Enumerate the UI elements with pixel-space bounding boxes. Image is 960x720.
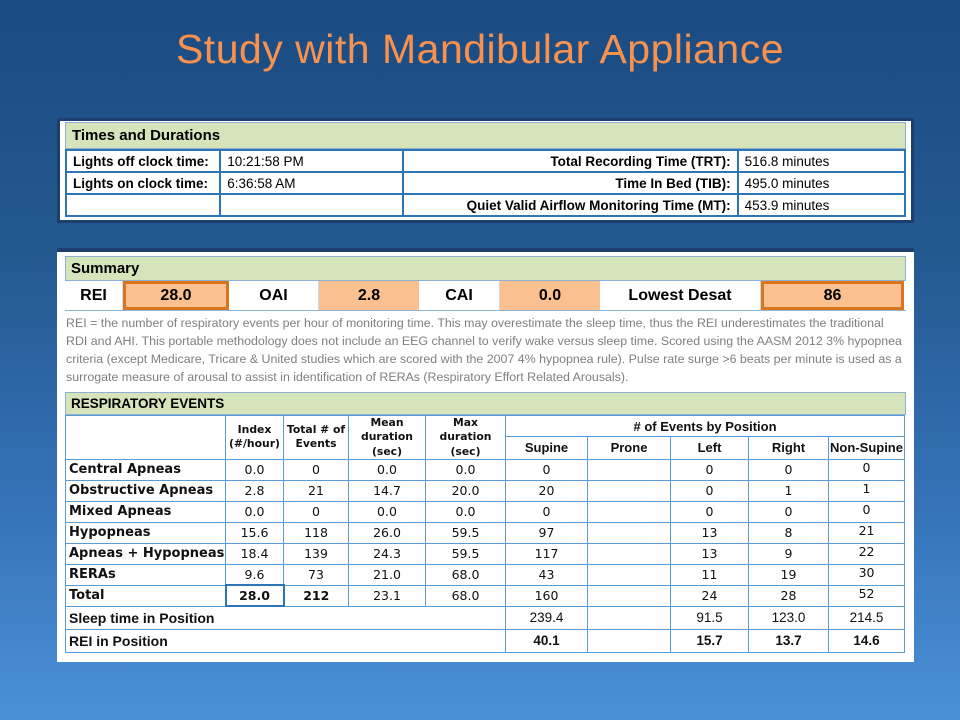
lowest-desat-label: Lowest Desat: [600, 281, 761, 310]
cell-mean: 26.0: [349, 522, 426, 543]
trt-label: Total Recording Time (TRT):: [403, 150, 738, 172]
mt-value: 453.9 minutes: [738, 194, 905, 216]
cell-left: 0: [671, 501, 749, 522]
lights-off-label: Lights off clock time:: [66, 150, 220, 172]
cell-non-supine: 214.5: [829, 606, 905, 629]
cell-prone: [588, 585, 671, 606]
table-row: [66, 522, 905, 543]
respiratory-events-header: RESPIRATORY EVENTS: [65, 392, 906, 415]
col-header-mean-duration: Mean duration (sec): [349, 416, 426, 459]
cell-supine: 239.4: [506, 606, 588, 629]
cell-supine: 0: [506, 501, 588, 522]
col-header-index: Index (#/hour): [226, 416, 284, 459]
cell-max: 68.0: [426, 585, 506, 606]
cell-total: 212: [284, 585, 349, 606]
cell-prone: [588, 606, 671, 629]
empty-cell: [220, 194, 403, 216]
cell-prone: [588, 564, 671, 585]
cell-total: 0: [284, 501, 349, 522]
table-row-rei-in-position: [66, 629, 905, 652]
cell-left: 0: [671, 459, 749, 480]
summary-respiratory-panel: [57, 248, 914, 662]
cell-left: 15.7: [671, 629, 749, 652]
cai-label: CAI: [419, 281, 500, 310]
rei-definition-note: REI = the number of respiratory events per hour of monitoring time. This may overestimate the sleep time, thus the REI underestimates the traditional RDI and AHI. This portable methodology does not include an EEG channel to verify wake versus sleep time. Scored using the AASM 2012 3% hypopnea criteria (except Medicare, Tricare & United studies which are scored with the 2007 4% hypopnea rule). Pulse rate surge >6 beats per minute is used as a surrogate measure of arousal to assist in identification of RERAs (Respiratory Effort Related Arousals).: [66, 316, 902, 384]
cell-mean: 14.7: [349, 480, 426, 501]
cell-non-supine: 1: [829, 480, 905, 501]
cai-value: 0.0: [500, 281, 600, 310]
oai-value: 2.8: [319, 281, 419, 310]
table-row-total: [66, 585, 905, 606]
times-durations-header: Times and Durations: [65, 122, 906, 149]
row-label: REI in Position: [66, 629, 506, 652]
cell-prone: [588, 501, 671, 522]
row-label: Sleep time in Position: [66, 606, 506, 629]
table-row: [66, 459, 905, 480]
cell-index: 9.6: [226, 564, 284, 585]
cell-right: 0: [749, 459, 829, 480]
cell-supine: 160: [506, 585, 588, 606]
col-header-left: Left: [671, 436, 749, 459]
table-row: [66, 480, 905, 501]
cell-mean: 0.0: [349, 501, 426, 522]
cell-max: 59.5: [426, 522, 506, 543]
cell-index-total-highlight: 28.0: [226, 585, 284, 606]
row-label: Mixed Apneas: [66, 501, 226, 522]
lights-on-value: 6:36:58 AM: [220, 172, 403, 194]
trt-value: 516.8 minutes: [738, 150, 905, 172]
cell-non-supine: 0: [829, 459, 905, 480]
col-group-header-events-by-position: # of Events by Position: [506, 416, 905, 436]
row-label: Obstructive Apneas: [66, 480, 226, 501]
cell-mean: 21.0: [349, 564, 426, 585]
cell-left: 24: [671, 585, 749, 606]
cell-prone: [588, 459, 671, 480]
cell-non-supine: 30: [829, 564, 905, 585]
cell-index: 18.4: [226, 543, 284, 564]
table-header-row: [66, 416, 905, 436]
respiratory-events-table: [65, 415, 905, 652]
cell-non-supine: 14.6: [829, 629, 905, 652]
empty-cell: [66, 194, 220, 216]
cell-supine: 40.1: [506, 629, 588, 652]
cell-prone: [588, 629, 671, 652]
cell-max: 0.0: [426, 501, 506, 522]
tib-value: 495.0 minutes: [738, 172, 905, 194]
times-durations-table: [65, 149, 906, 217]
times-durations-panel: [57, 118, 914, 223]
table-row: [66, 501, 905, 522]
row-label: Total: [66, 585, 226, 606]
cell-right: 0: [749, 501, 829, 522]
cell-supine: 97: [506, 522, 588, 543]
mt-label: Quiet Valid Airflow Monitoring Time (MT):: [403, 194, 738, 216]
cell-left: 91.5: [671, 606, 749, 629]
row-label: RERAs: [66, 564, 226, 585]
cell-index: 15.6: [226, 522, 284, 543]
cell-non-supine: 0: [829, 501, 905, 522]
cell-right: 19: [749, 564, 829, 585]
cell-mean: 0.0: [349, 459, 426, 480]
cell-total: 73: [284, 564, 349, 585]
cell-mean: 24.3: [349, 543, 426, 564]
cell-left: 13: [671, 522, 749, 543]
summary-header: Summary: [65, 256, 906, 281]
table-row: [66, 564, 905, 585]
cell-right: 28: [749, 585, 829, 606]
cell-prone: [588, 543, 671, 564]
table-row: [66, 172, 905, 194]
cell-index: 2.8: [226, 480, 284, 501]
table-row: [66, 150, 905, 172]
cell-left: 11: [671, 564, 749, 585]
cell-total: 118: [284, 522, 349, 543]
cell-prone: [588, 522, 671, 543]
cell-non-supine: 21: [829, 522, 905, 543]
col-header-prone: Prone: [588, 436, 671, 459]
table-row: [66, 543, 905, 564]
cell-left: 0: [671, 480, 749, 501]
table-row: [66, 194, 905, 216]
cell-max: 20.0: [426, 480, 506, 501]
cell-right: 123.0: [749, 606, 829, 629]
col-header-max-duration: Max duration (sec): [426, 416, 506, 459]
row-label: Hypopneas: [66, 522, 226, 543]
cell-left: 13: [671, 543, 749, 564]
rei-value: 28.0: [123, 281, 229, 310]
cell-supine: 43: [506, 564, 588, 585]
cell-total: 0: [284, 459, 349, 480]
cell-max: 59.5: [426, 543, 506, 564]
tib-label: Time In Bed (TIB):: [403, 172, 738, 194]
cell-supine: 117: [506, 543, 588, 564]
corner-cell: [66, 416, 226, 459]
cell-right: 9: [749, 543, 829, 564]
col-header-non-supine: Non-Supine: [829, 436, 905, 459]
cell-mean: 23.1: [349, 585, 426, 606]
col-header-supine: Supine: [506, 436, 588, 459]
cell-supine: 0: [506, 459, 588, 480]
cell-right: 1: [749, 480, 829, 501]
lowest-desat-value: 86: [761, 281, 904, 310]
cell-non-supine: 52: [829, 585, 905, 606]
row-label: Apneas + Hypopneas: [66, 543, 226, 564]
col-header-right: Right: [749, 436, 829, 459]
cell-non-supine: 22: [829, 543, 905, 564]
cell-max: 0.0: [426, 459, 506, 480]
cell-right: 13.7: [749, 629, 829, 652]
col-header-total-events: Total # of Events: [284, 416, 349, 459]
cell-prone: [588, 480, 671, 501]
lights-off-value: 10:21:58 PM: [220, 150, 403, 172]
summary-row: [65, 281, 906, 311]
cell-index: 0.0: [226, 501, 284, 522]
cell-total: 21: [284, 480, 349, 501]
rei-label: REI: [65, 281, 123, 310]
table-row-sleep-time-in-position: [66, 606, 905, 629]
page-title: Study with Mandibular Appliance: [175, 26, 785, 72]
cell-index: 0.0: [226, 459, 284, 480]
row-label: Central Apneas: [66, 459, 226, 480]
oai-label: OAI: [229, 281, 319, 310]
cell-right: 8: [749, 522, 829, 543]
cell-max: 68.0: [426, 564, 506, 585]
cell-total: 139: [284, 543, 349, 564]
lights-on-label: Lights on clock time:: [66, 172, 220, 194]
cell-supine: 20: [506, 480, 588, 501]
